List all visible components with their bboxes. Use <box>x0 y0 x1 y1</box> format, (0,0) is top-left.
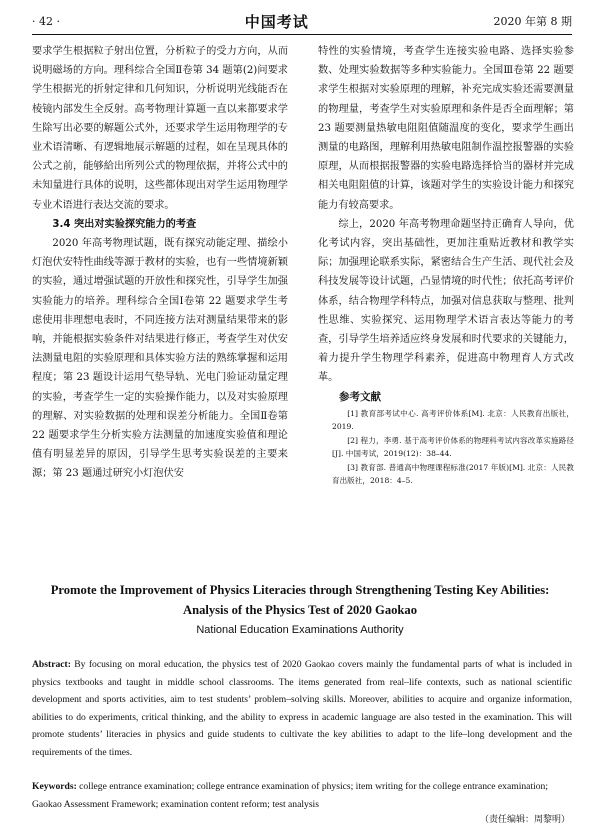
section-heading: 3.4 突出对实验探究能力的考查 <box>52 218 197 230</box>
reference-item: [1] 教育部考试中心. 高考评价体系[M]. 北京：人民教育出版社，2019. <box>332 408 574 432</box>
responsible-editor: （责任编辑：周黎明） <box>479 815 570 825</box>
english-author: National Education Examinations Authority <box>196 624 404 636</box>
keywords-label: Keywords: <box>32 781 77 792</box>
paragraph: 特性的实验情境，考查学生连接实验电路、选择实验参数、处理实验数据等多种实验能力。全国Ⅲ卷第 22 题要求学生根据对实验原理的理解，补充完成实验还需要测量的物理量，考查学生对实验原理和条件是否全面理解；第 23 题要测量热敏电阻阻值随温度的变化，要求学生画出测量的电路图，理解利用热敏电阻制作温控报警器的实验原理，从而根据报警器的实验电路选择恰当的器材并完成相关电阻阻值的计算，该题对学生的实验设计能力和探究能力有较高要求。 <box>318 46 574 211</box>
reference-item: [3] 教育部. 普通高中物理课程标准(2017 年版)[M]. 北京：人民教育出版社，2018：4–5. <box>332 462 574 486</box>
header-rule <box>32 34 572 35</box>
english-title-line: Promote the Improvement of Physics Literacies through Strengthening Testing Key Abilities: <box>50 583 550 597</box>
keywords-text: college entrance examination; college entrance examination of physics; item writing for the college entrance examination; Gaokao Assessment Framework; examination content reform; test analysis <box>32 781 549 810</box>
abstract-text: By focusing on moral education, the physics test of 2020 Gaokao covers mainly the fundamental parts of what is included in physics textbooks and taught in middle school classrooms. The items generated from real–life contexts, such as national scientific development and sports activities, aim to test students’ problem–solving skills. Moreover, abilities to acquire and organize information, abilities to do experiments, critical thinking, and the ability to express in academic language are also tested in the examination. This will promote students’ literacies in physics and guide students to cultivate the key abilities to adapt to the life–long development and the requirements of the times. <box>32 659 572 758</box>
english-title <box>20 580 580 620</box>
english-keywords <box>32 778 572 813</box>
paragraph: 2020 年高考物理试题，既有探究动能定理、描绘小灯泡伏安特性曲线等源于教材的实验，也有一些情境新颖的实验，通过增强试题的开放性和探究性，引导学生加强实验能力的培养。理科综合全国Ⅰ卷第 22 题要求学生考虑使用非理想电表时，不同连接方法对测量结果带来的影响，并能根据实验条件对结果进行修正，考查学生对伏安法测量电阻的实验原理和具体实验方法的熟练掌握和运用程度；第 23 题设计运用气垫导轨、光电门验证动量定理的实验，考查学生一定的实验操作能力，以及对实验原理的理解、对实验数据的处理和误差分析能力。全国Ⅱ卷第 22 题要求学生分析实验方法测量的加速度实验值和理论值有明显差异的原因，引导学生思考实验误差的主要来源；第 23 题通过研究小灯泡伏安 <box>32 238 288 480</box>
left-column <box>32 42 288 484</box>
reference-item: [2] 程力，李勇. 基于高考评价体系的物理科考试内容改革实施路径[J]. 中国考试，2019(12)：38–44. <box>332 435 574 459</box>
english-title-line: Analysis of the Physics Test of 2020 Gaokao <box>182 603 418 617</box>
paragraph: 要求学生根据粒子射出位置，分析粒子的受力方向，从而说明磁场的方向。理科综合全国Ⅱ卷第 34 题第(2)问要求学生根据光的折射定律和几何知识，分析说明光线能否在棱镜内部发生全反射。高考物理计算题一直以来都要求学生除写出必要的解题公式外，还要求学生运用物理学的专业术语清晰、有逻辑地展示解题的过程，如在呈现具体的公式之前，能够給出所列公式的物理依据，并将公式中的未知量进行具体的说明，这些都体现出对学生运用物理学专业术语进行表达交流的要求。 <box>32 46 288 211</box>
page-number: · 42 · <box>32 14 60 28</box>
references-heading: 参考文献 <box>339 390 381 403</box>
page-header <box>32 10 572 32</box>
paragraph: 综上，2020 年高考物理命题坚持正确育人导向，优化考试内容，突出基础性，更加注重贴近教材和教学实际；加强理论联系实际，紧密结合生产生活、现代社会及科技发展等设计试题，凸显情境的时代性；依托高考评价体系，结合物理学科特点，加强对信息获取与整理、批判性思维、实验探究、运用物理学术语言表达等能力的考查，引导学生培养适应终身发展和时代要求的关键能力，着力提升学生物理学科素养，促进高中物理育人方式改革。 <box>318 218 574 384</box>
right-column <box>318 42 574 488</box>
abstract-label: Abstract: <box>32 659 71 670</box>
issue-label: 2020 年第 8 期 <box>493 15 572 28</box>
journal-logo: 中国考试 <box>244 12 309 31</box>
english-abstract <box>32 656 572 761</box>
